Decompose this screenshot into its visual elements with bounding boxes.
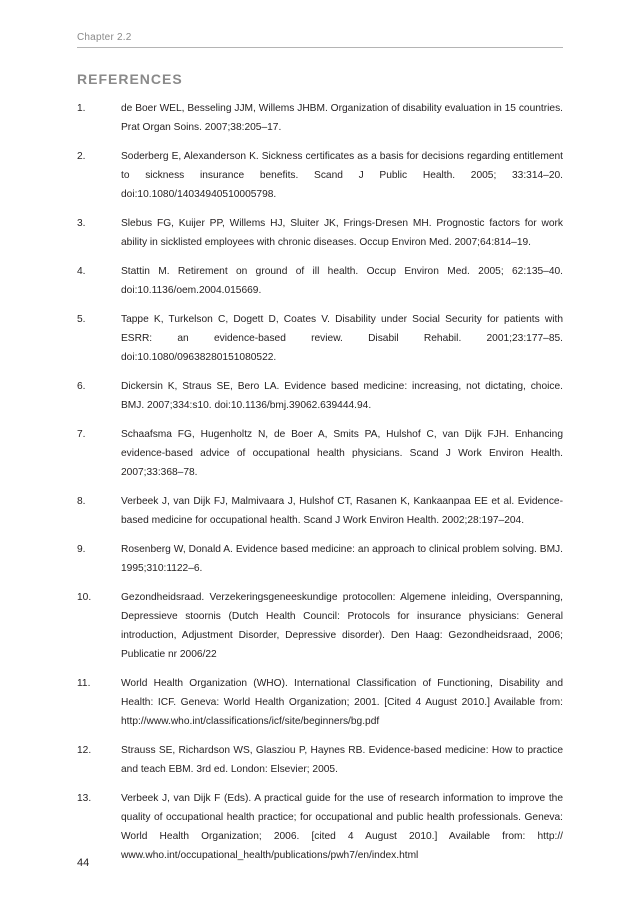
reference-text: World Health Organization (WHO). International Classification of Functioning, Disability and Health: ICF. Geneva: World Health Organization; 2001. [Cited 4 August 2010.] Available from: http://www.who.int/classifications/icf/site/beginners/bg.pdf xyxy=(121,678,563,727)
reference-list xyxy=(77,99,563,875)
reference-number: 4. xyxy=(77,266,86,277)
reference-text: Dickersin K, Straus SE, Bero LA. Evidence based medicine: increasing, not dictating, choice. BMJ. 2007;334:s10. doi:10.1136/bmj.39062.639444.94. xyxy=(121,381,563,411)
reference-item-3 xyxy=(77,214,563,252)
reference-item-9 xyxy=(77,540,563,578)
reference-item-8 xyxy=(77,492,563,530)
reference-number: 10. xyxy=(77,592,92,603)
reference-text: Gezondheidsraad. Verzekeringsgeneeskundige protocollen: Algemene inleiding, Overspanning, Depressieve stoornis (Dutch Health Council: Protocols for insurance physicians: General introduction, Adjustment Disorder, Depressive disorder). Den Haag: Gezondheidsraad, 2006; Publicatie nr 2006/22 xyxy=(121,592,563,660)
reference-item-6 xyxy=(77,377,563,415)
reference-item-1 xyxy=(77,99,563,137)
reference-text: Strauss SE, Richardson WS, Glasziou P, Haynes RB. Evidence-based medicine: How to practice and teach EBM. 3rd ed. London: Elsevier; 2005. xyxy=(121,745,563,775)
section-title: REFERENCES xyxy=(77,71,183,87)
reference-text: Verbeek J, van Dijk F (Eds). A practical guide for the use of research information to improve the quality of occupational health practice; for occupational and public health professionals. Geneva: World Health Organization; 2006. [cited 4 August 2010.] Available from: http:// www.who.int/occupational_health/publications/pwh7/en/index.html xyxy=(121,793,563,861)
reference-text: Verbeek J, van Dijk FJ, Malmivaara J, Hulshof CT, Rasanen K, Kankaanpaa EE et al. Evidence-based medicine for occupational health. Scand J Work Environ Health. 2002;28:197–204. xyxy=(121,496,563,526)
reference-text: Rosenberg W, Donald A. Evidence based medicine: an approach to clinical problem solving. BMJ. 1995;310:1122–6. xyxy=(121,544,563,574)
reference-item-13 xyxy=(77,789,563,865)
reference-item-10 xyxy=(77,588,563,664)
reference-item-2 xyxy=(77,147,563,204)
reference-number: 13. xyxy=(77,793,92,804)
reference-text: Soderberg E, Alexanderson K. Sickness certificates as a basis for decisions regarding entitlement to sickness insurance benefits. Scand J Public Health. 2005; 33:314–20. doi:10.1080/14034940510005798. xyxy=(121,151,563,200)
reference-number: 9. xyxy=(77,544,86,555)
page-number: 44 xyxy=(77,857,90,869)
reference-text: Slebus FG, Kuijer PP, Willems HJ, Sluiter JK, Frings-Dresen MH. Prognostic factors for work ability in sicklisted employees with chronic diseases. Occup Environ Med. 2007;64:814–19. xyxy=(121,218,563,248)
reference-number: 8. xyxy=(77,496,86,507)
reference-number: 12. xyxy=(77,745,92,756)
running-head: Chapter 2.2 xyxy=(77,32,132,43)
reference-number: 2. xyxy=(77,151,86,162)
reference-item-4 xyxy=(77,262,563,300)
reference-number: 6. xyxy=(77,381,86,392)
reference-item-12 xyxy=(77,741,563,779)
reference-item-11 xyxy=(77,674,563,731)
reference-number: 7. xyxy=(77,429,86,440)
reference-text: Schaafsma FG, Hugenholtz N, de Boer A, Smits PA, Hulshof C, van Dijk FJH. Enhancing evidence-based advice of occupational health physicians. Scand J Work Environ Health. 2007;33:368–78. xyxy=(121,429,563,478)
reference-number: 1. xyxy=(77,103,86,114)
reference-text: Tappe K, Turkelson C, Dogett D, Coates V. Disability under Social Security for patients with ESRR: an evidence-based review. Disabil Rehabil. 2001;23:177–85. doi:10.1080/09638280151080522. xyxy=(121,314,563,363)
reference-number: 5. xyxy=(77,314,86,325)
reference-number: 3. xyxy=(77,218,86,229)
header-divider xyxy=(77,47,563,48)
reference-item-5 xyxy=(77,310,563,367)
reference-item-7 xyxy=(77,425,563,482)
reference-text: Stattin M. Retirement on ground of ill health. Occup Environ Med. 2005; 62:135–40. doi:10.1136/oem.2004.015669. xyxy=(121,266,563,296)
reference-text: de Boer WEL, Besseling JJM, Willems JHBM. Organization of disability evaluation in 15 countries. Prat Organ Soins. 2007;38:205–17. xyxy=(121,103,563,133)
reference-number: 11. xyxy=(77,678,91,689)
